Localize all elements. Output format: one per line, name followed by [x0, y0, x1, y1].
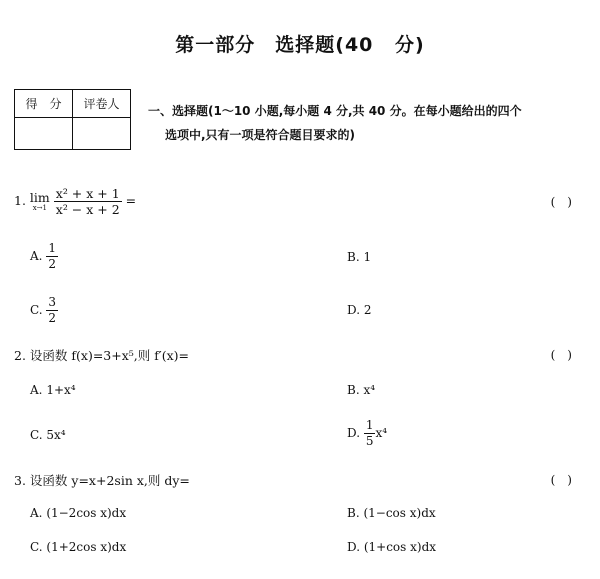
- option-2a: A. 1+x⁴: [30, 383, 76, 397]
- option-3b: B. (1−cos x)dx: [347, 506, 436, 520]
- option-2c: C. 5x⁴: [30, 428, 66, 442]
- grader-cell: [73, 118, 131, 150]
- section-line-2: 选项中,只有一项是符合题目要求的): [165, 128, 356, 142]
- option-1c: C. $\frac{3}{2}$: [30, 295, 57, 325]
- option-2b: B. x⁴: [347, 383, 376, 397]
- question-number: 1.: [14, 193, 26, 208]
- option-3d: D. (1+cos x)dx: [347, 540, 437, 554]
- section-line-1: 一、选择题(1～10 小题,每小题 4 分,共 40 分。在每小题给出的四个: [148, 104, 522, 118]
- option-3a: A. (1−2cos x)dx: [30, 506, 127, 520]
- option-1a: A. $\frac{1}{2}$: [30, 241, 56, 271]
- score-cell: [15, 118, 73, 150]
- option-2d: D. $\frac{1}{5}$ x⁴: [347, 418, 388, 448]
- question-1-stem: 1. lim x→1 $\frac{\text{x² + x + 1}}{\text{x² − x + 2}}$ =: [14, 186, 137, 217]
- answer-paren-3: ( ): [550, 473, 572, 487]
- question-2-stem: 2. 设函数 f(x)=3+x⁵,则 f′(x)=: [14, 348, 189, 363]
- limit-operator: lim x→1: [29, 189, 50, 212]
- score-header: 得 分: [15, 90, 73, 118]
- option-1b: B. 1: [347, 250, 372, 264]
- limit-fraction: $\frac{\text{x² + x + 1}}{\text{x² − x + 2}}$: [55, 186, 120, 217]
- question-3-stem: 3. 设函数 y=x+2sin x,则 dy=: [14, 473, 190, 488]
- answer-paren-1: ( ): [550, 195, 572, 209]
- page-title: 第一部分 选择题(40 分): [175, 34, 425, 56]
- answer-paren-2: ( ): [550, 348, 572, 362]
- option-3c: C. (1+2cos x)dx: [30, 540, 127, 554]
- grader-header: 评卷人: [73, 90, 131, 118]
- section-instructions: [148, 99, 593, 147]
- option-1d: D. 2: [347, 303, 372, 317]
- score-table: [14, 89, 131, 150]
